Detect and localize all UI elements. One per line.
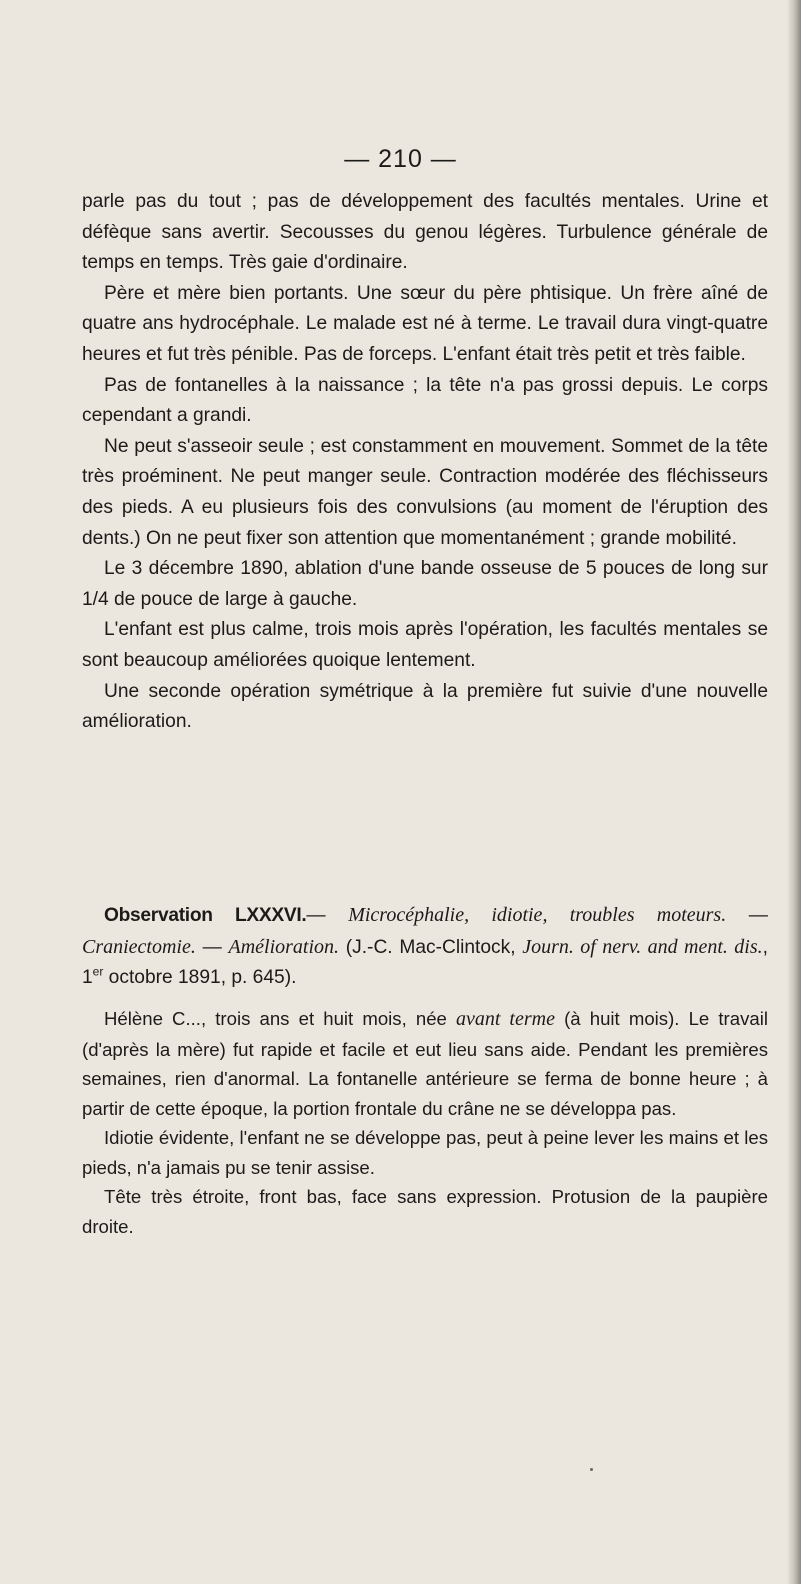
paragraph: Père et mère bien portants. Une sœur du père phtisique. Un frère aîné de quatre ans hydrocéphale. Le malade est né à terme. Le travail dura vingt-quatre heures et fut très pénible. Pas de forceps. L'enfant était très petit et très faible. <box>82 282 768 365</box>
observation-heading <box>82 900 768 994</box>
observation-date-rest: octobre 1891, p. 645). <box>103 967 297 989</box>
paragraph: L'enfant est plus calme, trois mois après l'opération, les facultés mentales se sont beaucoup améliorées quoique lentement. <box>82 619 768 671</box>
observation-title: Microcéphalie, idiotie, troubles moteurs. <box>348 904 727 926</box>
date-superscript: er <box>92 964 104 979</box>
emphasis: avant terme <box>456 1008 555 1030</box>
paragraph: parle pas du tout ; pas de développement des facultés mentales. Urine et défèque sans avertir. Secousses du genou légères. Turbulence générale de temps en temps. Très gaie d'ordinaire. <box>82 191 768 274</box>
case-description-continued <box>82 187 768 738</box>
page-number: — 210 — <box>344 145 457 173</box>
separator: — <box>726 905 768 926</box>
observation-procedure: Craniectomie. <box>82 935 196 958</box>
observation-journal: Journ. of nerv. and ment. dis. <box>522 935 763 958</box>
paragraph: Pas de fontanelles à la naissance ; la tête n'a pas grossi depuis. Le corps cependant a grandi. <box>82 374 768 427</box>
paragraph <box>82 1004 768 1123</box>
observation-date: , 1 <box>82 936 768 989</box>
paragraph: Une seconde opération symétrique à la première fut suivie d'une nouvelle amélioration. <box>82 680 768 733</box>
observation-outcome: Amélioration. <box>228 935 340 958</box>
paragraph: Le 3 décembre 1890, ablation d'une bande osseuse de 5 pouces de long sur 1/4 de pouce de large à gauche. <box>82 558 768 610</box>
observation-author: (J.-C. Mac-Clintock, <box>339 936 523 958</box>
paragraph: Idiotie évidente, l'enfant ne se développe pas, peut à peine lever les mains et les pieds, n'a jamais pu se tenir assise. <box>82 1127 768 1178</box>
case-description <box>82 1004 768 1241</box>
separator: — <box>195 936 229 958</box>
paragraph-text: Hélène C..., trois ans et huit mois, née <box>104 1008 457 1029</box>
page-edge-shadow <box>787 0 801 1584</box>
separator: — <box>306 905 349 926</box>
paragraph: Tête très étroite, front bas, face sans expression. Protusion de la paupière droite. <box>82 1186 768 1237</box>
paragraph-text: (à huit mois). Le travail (d'après la mère) fut rapide et facile et eut lieu sans aide. Pendant les premières semaines, rien d'anormal. La fontanelle antérieure se ferma de bonne heure ; à partir de cette époque, la portion frontale du crâne ne se développa pas. <box>82 1008 768 1119</box>
observation-label: Observation LXXXVI. <box>104 905 307 926</box>
page-speck <box>590 1468 593 1471</box>
paragraph: Ne peut s'asseoir seule ; est constamment en mouvement. Sommet de la tête très proéminent. Ne peut manger seule. Contraction modérée des fléchisseurs des pieds. A eu plusieurs fois des convulsions (au moment de l'éruption des dents.) On ne peut fixer son attention que momentanément ; grande mobilité. <box>82 435 768 549</box>
